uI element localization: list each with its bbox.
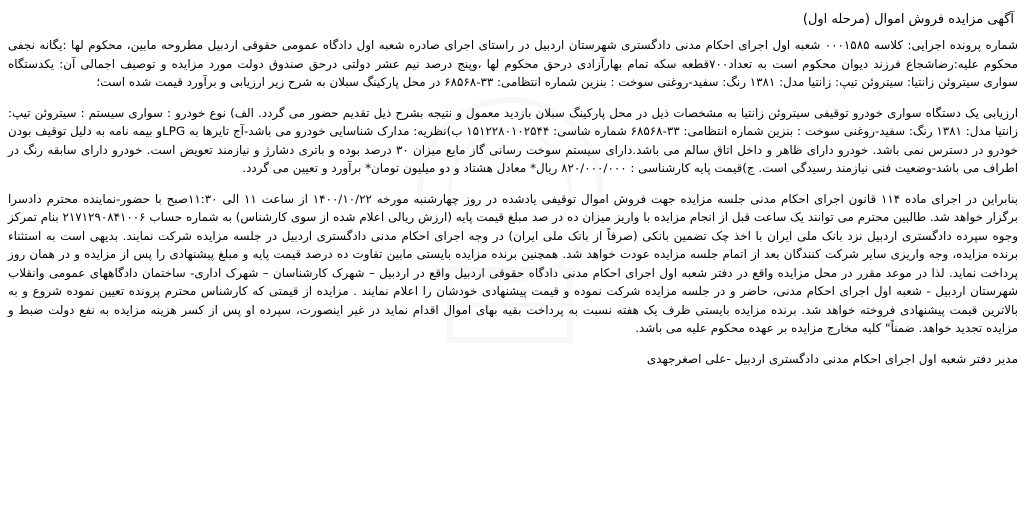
notice-title: آگهی مزایده فروش اموال (مرحله اول) bbox=[802, 12, 1014, 27]
auction-terms-paragraph: بنابراین در اجرای ماده ۱۱۴ قانون اجرای احکام مدنی جلسه مزایده جهت فروش اموال توقیفی یادشده در روز چهارشنبه مورخه ۱۴۰۰/۱۰/۲۲ از ساعت ۱۱ الی ۱۱:۳۰صبح با حضور-نماینده محترم دادسرا برگزار خواهد شد. طالبین محترم می توانند یک ساعت قبل از انجام مزایده با واریز میزان ده در صد مبلغ قیمت پایه (ارزش ریالی اعلام شده از سوی کارشناس) به شماره حساب ۲۱۷۱۲۹۰۸۴۱۰۰۶ بنام تمرکز وجوه سپرده دادگستری اردبیل نزد بانک ملی ایران با اخذ چک تضمین بانکی (صرفاً از بانک ملی ایران) در وجه اجرای احکام مدنی دادگستری اردبیل در جلسه مزایده شرکت نمایند. بدیهی است به استثناء برنده مزایده، وجه واریزی سایر شرکت کنندگان بعد از اتمام جلسه مزایده عودت خواهد شد. همچنین برنده مزایده بایستی مابین تفاوت ده درصد قیمت پایه و مبلغ پیشنهادی را پس از مزایده و در همان روز پرداخت نماید. لذا در موعد مقرر در محل مزایده واقع در دفتر شعبه اول اجرای احکام مدنی دادگاه حقوقی اردبیل واقع در اردبیل – شهرک کارشناسان – شهرک اداری- ساختمان دادگاههای عمومی وانقلاب شهرستان اردبیل - شعبه اول اجرای احکام مدنی، حاضر و در جلسه مزایده شرکت نموده و قیمت پیشنهادی خودشان را اعلام نمایند . مزایده از قیمتی که کارشناس محترم پرونده تعیین نموده شروع و به بالاترین قیمت پیشنهادی فروخته خواهد شد. برنده مزایده بایستی ظرف یک هفته نسبت به پرداخت بقیه بهای اموال اقدام نماید در غیر اینصورت، سپرده او پس از کسر هزینه مزایده به نفع دولت ضبط و مزایده تجدید خواهد. ضمناً" کلیه مخارج مزایده بر عهده محکوم علیه می باشد. bbox=[8, 191, 1018, 335]
case-details-paragraph: شماره پرونده اجرایی: کلاسه ۰۰۰۱۵۸۵ شعبه اول اجرای احکام مدنی دادگستری شهرستان اردبیل در راستای اجرای صادره شعبه اول دادگاه عمومی حقوقی اردبیل مطروحه مابین، محکوم لها :یگانه نجفی محکوم علیه:رضاشجاع فرزند دیوان محکوم است به تعداد۷۰۰قطعه سکه تمام بهارآزادی درحق محکوم لها ،وپنج درصد نیم عشر دولتی درحق صندوق دولت مورد مزایده و توصیف اجمالی آن: یکدستگاه سواری سیتروئن زانتیا: سیتروئن تیپ: زانتیا مدل: ۱۳۸۱ رنگ: سفید-روغنی سوخت : بنزین شماره انتظامی: ۳۳-۶۸۵۶۸ در محل پارکینگ سبلان به شرح زیر ارزیابی و برآورد قیمت شده است؛ bbox=[8, 38, 1018, 89]
signature-line: مدیر دفتر شعبه اول اجرای احکام مدنی دادگستری اردبیل -علی اصغرجهدی bbox=[646, 351, 1018, 366]
vehicle-appraisal-paragraph: ارزیابی یک دستگاه سواری خودرو توقیفی سیتروئن زانتیا به مشخصات ذیل در محل پارکینگ سبلان بازدید معمول و نتیجه بشرح ذیل تقدیم حضور می گردد. الف) نوع خودرو : سواری سیستم : سیتروئن تیپ: زانتیا مدل: ۱۳۸۱ رنگ: سفید-روغنی سوخت : بنزین شماره انتظامی: ۳۳-۶۸۵۶۸ شماره شاسی: ۱۵۱۲۲۸۰۱۰۲۵۴۴ ب)نظریه: مدارک شناسایی خودرو می باشد-آج تایرها به LPGو بیمه نامه به دلیل توقیف بودن خودرو در دسترس نمی باشد. خودرو دارای ظاهر و داخل اتاق سالم می باشد.دارای سیستم سوخت رسانی گاز مایع میزان ۳۰ درصد بوده و باتری دشارژ و نیازمند تعویض است. خودرو دارای سابقه رنگ در اطراف می باشد-وضعیت فنی نیازمند رسیدگی است. ج)قیمت پایه کارشناسی : ۸۲۰/۰۰۰/۰۰۰ ریال* معادل هشتاد و دو میلیون تومان* برآورد و تعیین می گردد. bbox=[8, 105, 1018, 175]
